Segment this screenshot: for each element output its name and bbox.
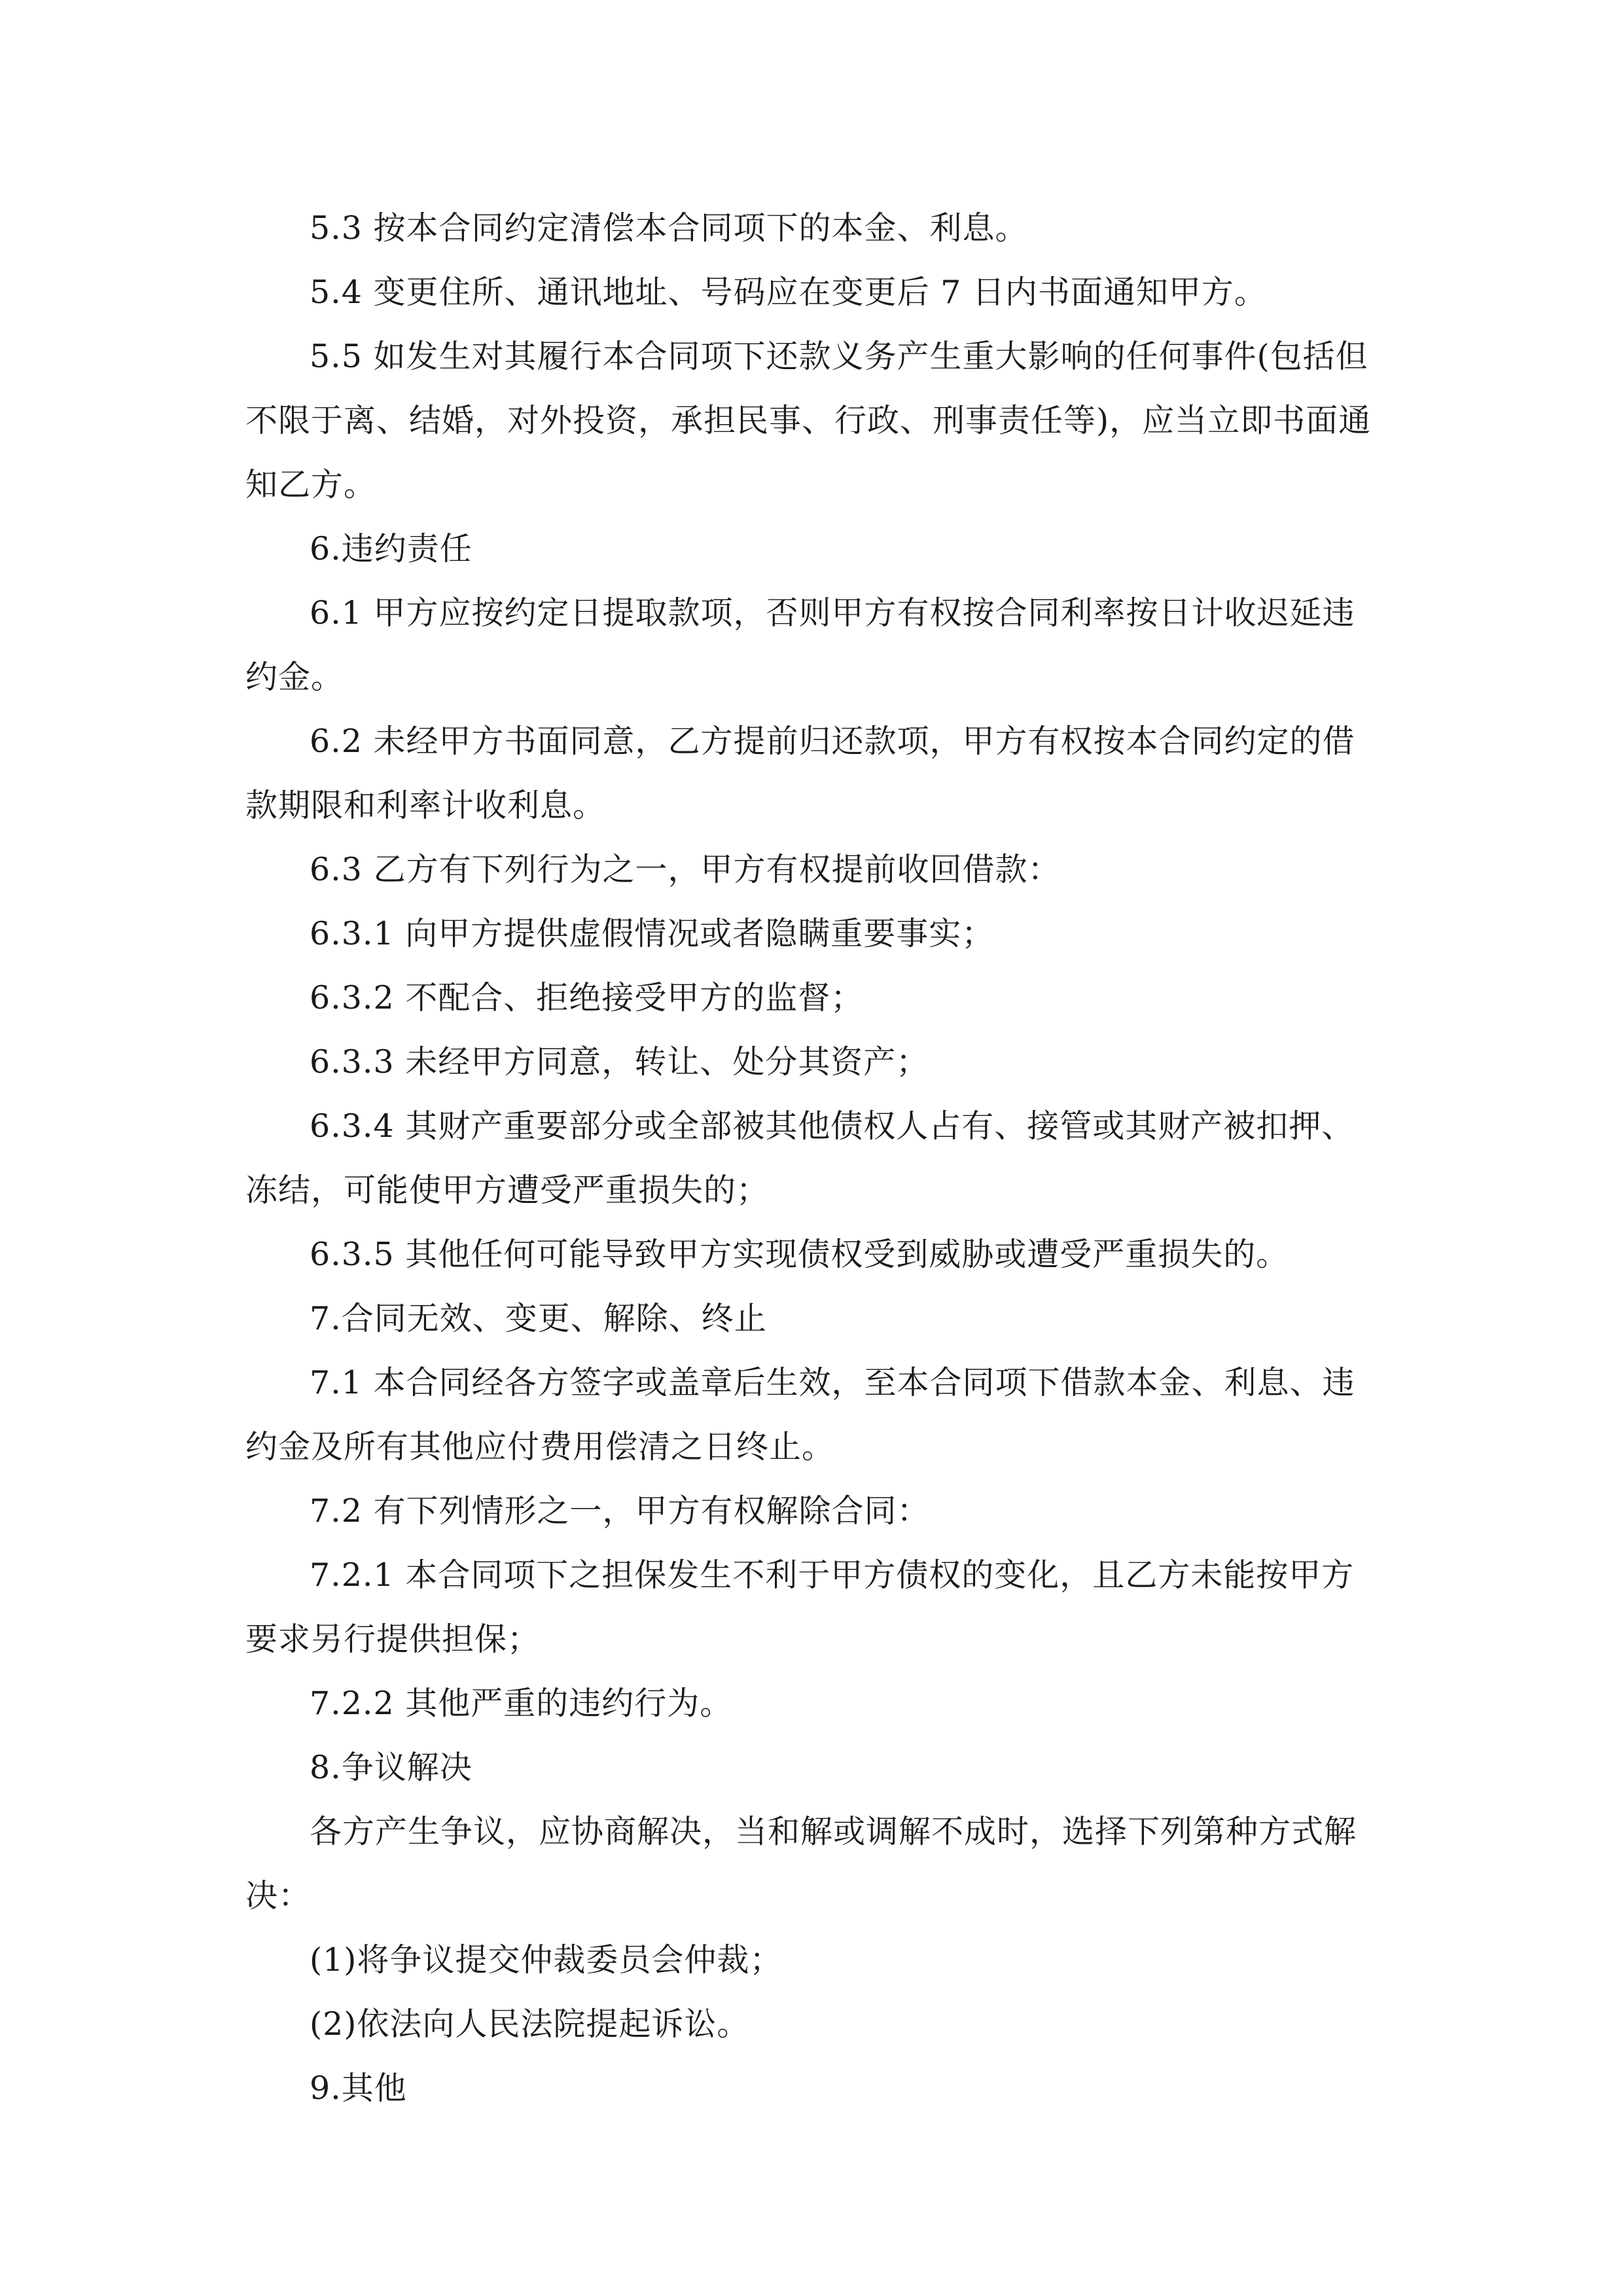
clause-6-1: 6.1 甲方应按约定日提取款项，否则甲方有权按合同利率按日计收迟延违约金。 — [245, 594, 1355, 696]
document-body — [245, 196, 1381, 2121]
clause-8-option-2: (2)依法向人民法院提起诉讼。 — [310, 2005, 750, 2043]
clause-7-2-1: 7.2.1 本合同项下之担保发生不利于甲方债权的变化，且乙方未能按甲方要求另行提供担保； — [245, 1556, 1355, 1658]
clause-6-3-3: 6.3.3 未经甲方同意，转让、处分其资产； — [310, 1043, 929, 1081]
section-heading-9: 9.其他 — [310, 2070, 407, 2107]
clause-5-3: 5.3 按本合同约定清偿本合同项下的本金、利息。 — [310, 209, 1028, 247]
clause-7-2: 7.2 有下列情形之一，甲方有权解除合同： — [310, 1492, 930, 1530]
clause-6-2: 6.2 未经甲方书面同意，乙方提前归还款项，甲方有权按本合同约定的借款期限和利率计收利息。 — [245, 723, 1355, 824]
clause-6-3-4: 6.3.4 其财产重要部分或全部被其他债权人占有、接管或其财产被扣押、冻结，可能使甲方遭受严重损失的； — [245, 1107, 1355, 1209]
clause-7-2-2: 7.2.2 其他严重的违约行为。 — [310, 1685, 733, 1722]
clause-5-4: 5.4 变更住所、通讯地址、号码应在变更后 7 日内书面通知甲方。 — [310, 274, 1267, 311]
clause-8-option-1: (1)将争议提交仲裁委员会仲裁； — [310, 1941, 783, 1979]
section-heading-6: 6.违约责任 — [310, 530, 473, 567]
clause-6-3: 6.3 乙方有下列行为之一，甲方有权提前收回借款： — [310, 851, 1061, 888]
clause-8-body: 各方产生争议，应协商解决，当和解或调解不成时，选择下列第种方式解决： — [245, 1813, 1357, 1914]
clause-6-3-5: 6.3.5 其他任何可能导致甲方实现债权受到威胁或遭受严重损失的。 — [310, 1236, 1289, 1273]
clause-5-5: 5.5 如发生对其履行本合同项下还款义务产生重大影响的任何事件(包括但不限于离、结婚，对外投资，承担民事、行政、刑事责任等)，应当立即书面通知乙方。 — [245, 338, 1372, 503]
section-heading-8: 8.争议解决 — [310, 1749, 473, 1786]
section-heading-7: 7.合同无效、变更、解除、终止 — [310, 1300, 767, 1337]
clause-6-3-2: 6.3.2 不配合、拒绝接受甲方的监督； — [310, 979, 864, 1016]
clause-6-3-1: 6.3.1 向甲方提供虚假情况或者隐瞒重要事实； — [310, 915, 995, 952]
clause-7-1: 7.1 本合同经各方签字或盖章后生效，至本合同项下借款本金、利息、违约金及所有其他应付费用偿清之日终止。 — [245, 1364, 1355, 1465]
